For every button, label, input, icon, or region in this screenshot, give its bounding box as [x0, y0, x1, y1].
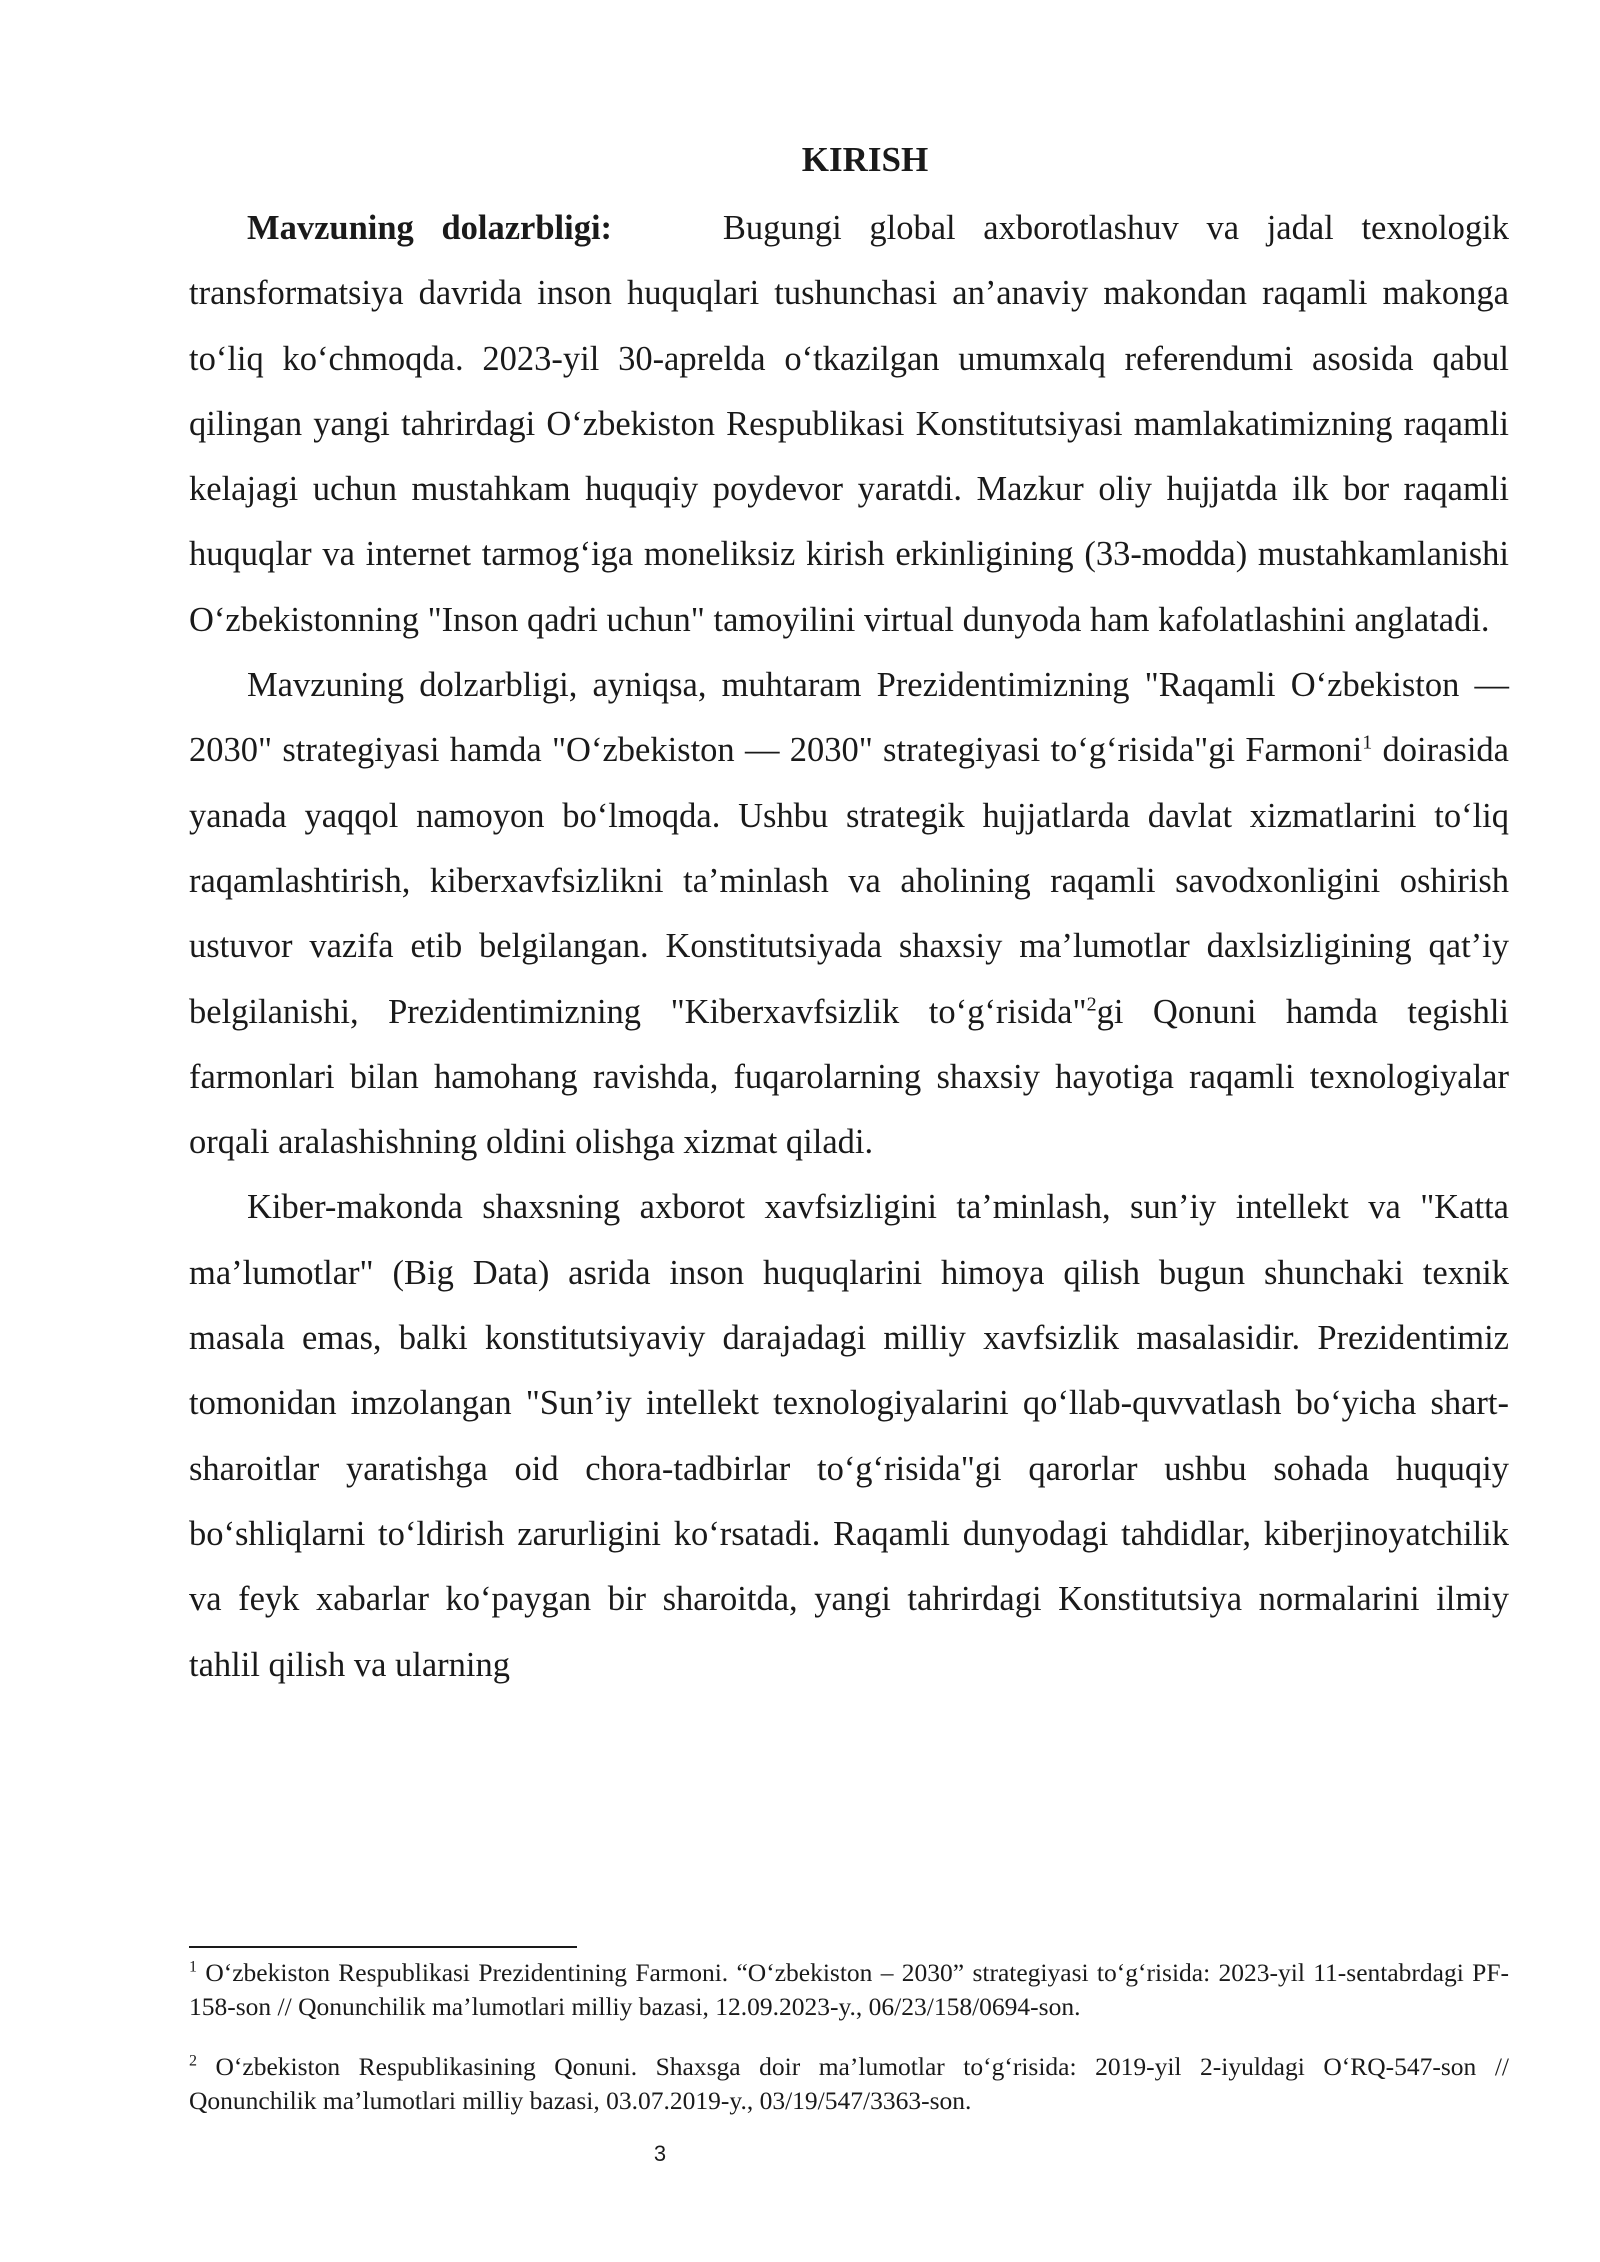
footnote-2-marker: 2 [189, 2052, 197, 2070]
body-text [189, 196, 1509, 1698]
paragraph-2-text-a: Mavzuning dolzarbligi, ayniqsa, muhtaram Prezidentimizning "Raqamli O‘zbekiston — 2030" strategiyasi hamda "O‘zbekiston — 2030" strategiyasi to‘g‘risida"gi Farmoni [189, 666, 1509, 770]
section-title: KIRISH [801, 140, 929, 179]
paragraph-2 [189, 653, 1509, 1175]
paragraph-2-text-b: doirasida yanada yaqqol namoyon bo‘lmoqda. Ushbu strategik hujjatlarda davlat xizmatlarini to‘liq raqamlashtirish, kiberxavfsizlikni ta’minlash va aholining raqamli savodxonligini oshirish ustuvor vazifa etib belgilangan. Konstitutsiyada shaxsiy ma’lumotlar daxlsizligining qat’iy belgilanishi, Prezidentimizning "Kiberxavfsizlik to‘g‘risida" [189, 731, 1509, 1031]
footnote-ref-2[interactable]: 2 [1086, 993, 1097, 1016]
footnote-1 [189, 1956, 1509, 2024]
paragraph-2-text-c: gi Qonuni hamda tegishli farmonlari bilan hamohang ravishda, fuqarolarning shaxsiy hayotiga raqamli texnologiyalar orqali aralashishning oldini olishga xizmat qiladi. [189, 992, 1509, 1162]
footnote-2-text: O‘zbekiston Respublikasining Qonuni. Shaxsga doir ma’lumotlar to‘g‘risida: 2019-yil 2-iyuldagi O‘RQ-547-son // Qonunchilik ma’lumotlari milliy bazasi, 03.07.2019-y., 03/19/547/3363-son. [189, 2052, 1509, 2115]
paragraph-lead-in: Mavzuning dolazrbligi: [247, 209, 613, 247]
paragraph-1-text: Bugungi global axborotlashuv va jadal texnologik transformatsiya davrida inson huquqlari tushunchasi an’anaviy makondan raqamli makonga to‘liq ko‘chmoqda. 2023-yil 30-aprelda o‘tkazilgan umumxalq referendumi asosida qabul qilingan yangi tahrirdagi O‘zbekiston Respublikasi Konstitutsiyasi mamlakatimizning raqamli kelajagi uchun mustahkam huquqiy poydevor yaratdi. Mazkur oliy hujjatda ilk bor raqamli huquqlar va internet tarmog‘iga moneliksiz kirish erkinligining (33-modda) mustahkamlanishi O‘zbekistonning "Inson qadri uchun" tamoyilini virtual dunyoda ham kafolatlashini anglatadi. [189, 209, 1510, 639]
footnotes [189, 1956, 1509, 2118]
footnote-1-text: O‘zbekiston Respublikasi Prezidentining Farmoni. “O‘zbekiston – 2030” strategiyasi to‘g‘risida: 2023-yil 11-sentabrdagi PF-158-son // Qonunchilik ma’lumotlari milliy bazasi, 12.09.2023-y., 06/23/158/0694-son. [189, 1958, 1509, 2021]
paragraph-3: Kiber-makonda shaxsning axborot xavfsizligini ta’minlash, sun’iy intellekt va "Katta ma’lumotlar" (Big Data) asrida inson huquqlarini himoya qilish bugun shunchaki texnik masala emas, balki konstitutsiyaviy darajadagi milliy xavfsizlik masalasidir. Prezidentimiz tomonidan imzolangan "Sun’iy intellekt texnologiyalarini qo‘llab-quvvatlash bo‘yicha shart-sharoitlar yaratishga oid chora-tadbirlar to‘g‘risida"gi qarorlar ushbu sohada huquqiy bo‘shliqlarni to‘ldirish zarurligini ko‘rsatadi. Raqamli dunyodagi tahdidlar, kiberjinoyatchilik va feyk xabarlar ko‘paygan bir sharoitda, yangi tahrirdagi Konstitutsiya normalarini ilmiy tahlil qilish va ularning [189, 1188, 1509, 1684]
footnote-1-marker: 1 [189, 1958, 197, 1976]
footnote-ref-1[interactable]: 1 [1362, 731, 1373, 754]
page-number: 3 [653, 2141, 667, 2166]
footnote-separator [189, 1946, 577, 1948]
footnote-2 [189, 2050, 1509, 2118]
paragraph-1 [189, 196, 1509, 653]
